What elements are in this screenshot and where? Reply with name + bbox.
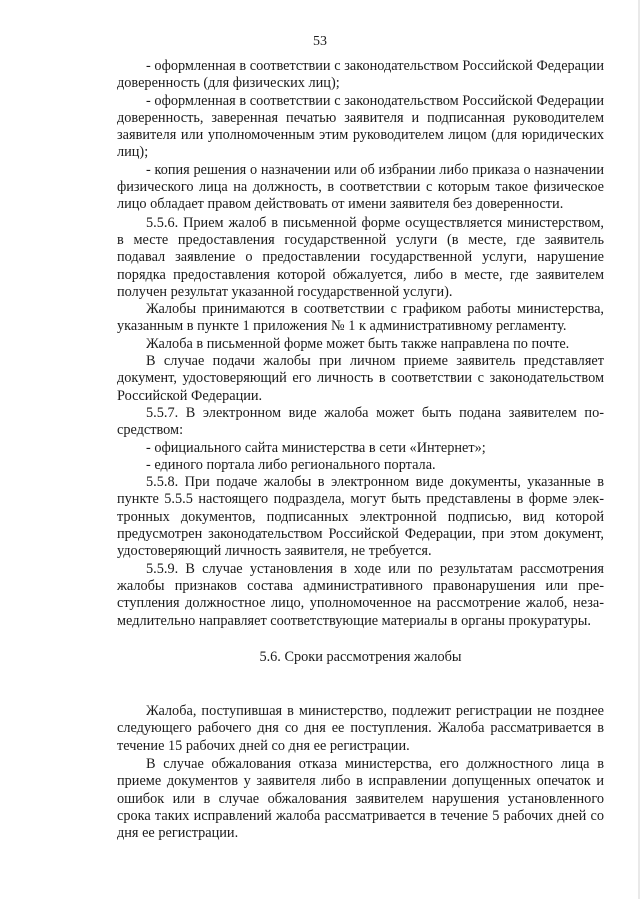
paragraph-13: Жалоба, поступившая в министерство, подлежит регистрации не позднее следующего рабочего дня со дня ее поступления. Жалоба рассматривается в течение 15 рабочих дней со дня ее регистрации. [117, 703, 604, 754]
paragraph-14: В случае обжалования отказа министерства, его должностного лица в приеме документов у заявителя либо в исправлении допущенных опечаток и ошибок или в случае обжалования заявителем нарушения установленного срока таких исправлений жалоба рассматривается в течение 5 рабочих дней со дня ее регистрации. [117, 755, 604, 842]
paragraph-4: 5.5.6. Прием жалоб в письменной форме осуществляется министерством, в месте предоставления государственной услуги (в месте, где заявитель подавал заявление о предоставлении государственной услуги, нарушение порядка предоставления которой обжалуется, либо в месте, где заявителем получен результат указанной государственной услуги). [117, 214, 604, 300]
paragraph-7: В случае подачи жалобы при личном приеме заявитель представляет документ, удостоверяющий его личность в соответствии с законодательством Российской Федерации. [117, 353, 604, 404]
paragraph-10: - единого портала либо регионального портала. [146, 456, 436, 473]
paragraph-9: - официального сайта министерства в сети «Интернет»; [146, 439, 486, 456]
paragraph-2: - оформленная в соответствии с законодательством Российской Федерации доверенность, заверенная печатью заявителя и подписанная руководителем заявителя или уполномоченным этим руководителем лицом (для юридических лиц); [117, 92, 604, 161]
paragraph-8: 5.5.7. В электронном виде жалоба может быть подана заявителем посредством: [117, 404, 604, 439]
paragraph-5: Жалобы принимаются в соответствии с графиком работы министерства, указанным в пункте 1 приложения № 1 к административному регламенту. [117, 301, 604, 335]
paragraph-3: - копия решения о назначении или об избрании либо приказа о назначении физического лица на должность, в соответствии с которым такое физическое лицо обладает правом действовать от имени заявителя без доверенности. [117, 161, 604, 213]
document-body [117, 58, 604, 842]
paragraph-1: - оформленная в соответствии с законодательством Российской Федерации доверенность (для физических лиц); [117, 58, 604, 92]
section-title: 5.6. Сроки рассмотрения жалобы [259, 648, 462, 665]
paragraph-6: Жалоба в письменной форме может быть также направлена по почте. [146, 335, 570, 352]
paragraph-11: 5.5.8. При подаче жалобы в электронном виде документы, указанные в пункте 5.5.5 настоящего подраздела, могут быть представлены в форме электронных документов, подписанных электронной подписью, вид которой предусмотрен законодательством Российской Федерации, при этом документ, удостоверяющий личность заявителя, не требуется. [117, 474, 604, 560]
page-number: 53 [313, 34, 327, 49]
paragraph-12: 5.5.9. В случае установления в ходе или по результатам рассмотрения жалобы признаков состава административного правонарушения или преступления должностное лицо, уполномоченное на рассмотрение жалоб, незамедлительно направляет соответствующие материалы в органы прокуратуры. [117, 560, 604, 629]
